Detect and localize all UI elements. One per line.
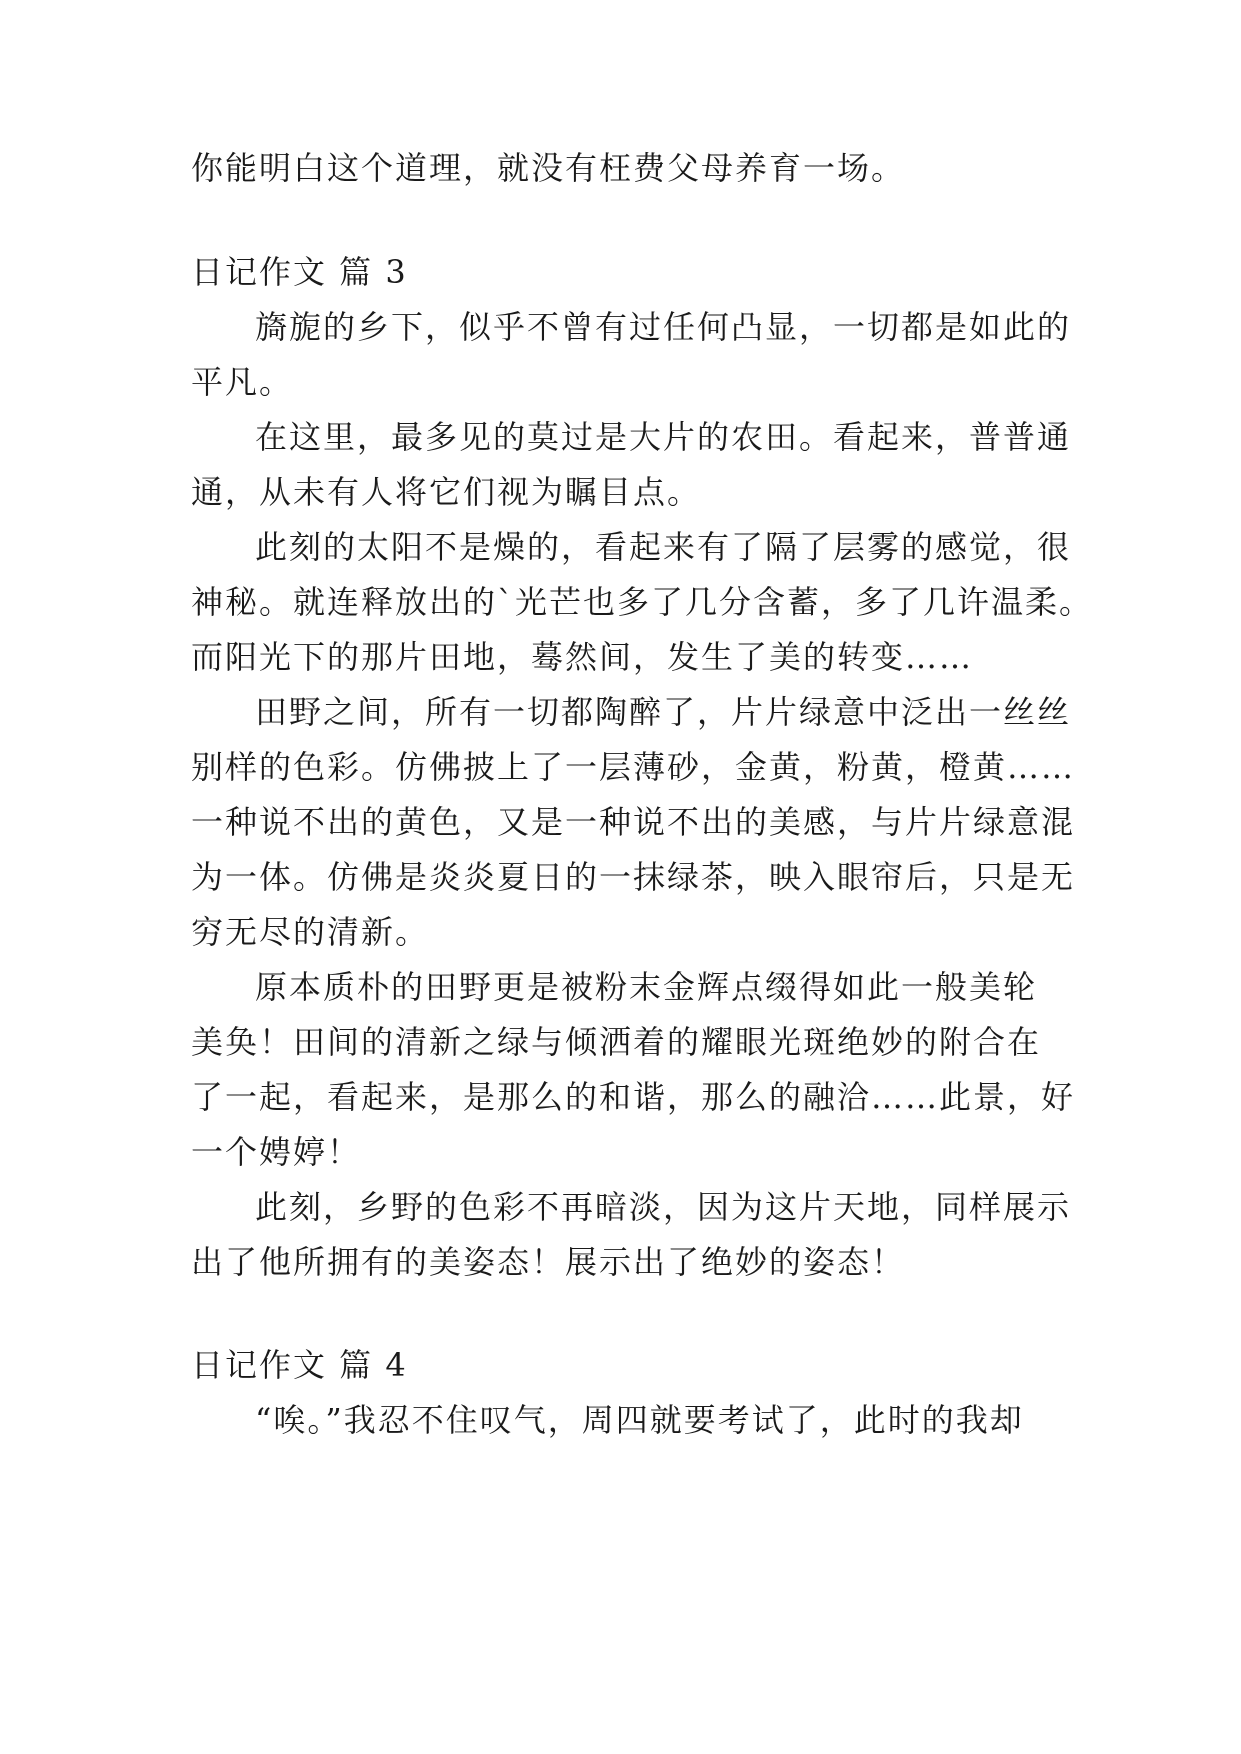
paragraph-line: 为一体。仿佛是炎炎夏日的一抹绿茶，映入眼帘后，只是无: [191, 858, 1076, 896]
paragraph-line: 穷无尽的清新。: [191, 913, 430, 951]
paragraph-line: 出了他所拥有的美姿态！展示出了绝妙的姿态！: [191, 1243, 906, 1281]
paragraph-line: 一种说不出的黄色，又是一种说不出的美感，与片片绿意混: [191, 803, 1076, 841]
paragraph-line: 神秘。就连释放出的`光芒也多了几分含蓄，多了几许温柔。: [191, 583, 1094, 621]
paragraph-line: 原本质朴的田野更是被粉末金辉点缀得如此一般美轮: [255, 968, 1038, 1006]
paragraph-line: 别样的色彩。仿佛披上了一层薄砂，金黄，粉黄，橙黄……: [191, 748, 1076, 786]
paragraph-line: 你能明白这个道理，就没有枉费父母养育一场。: [191, 149, 906, 187]
paragraph-line: 而阳光下的那片田地，蓦然间，发生了美的转变……: [191, 638, 974, 676]
paragraph-line: 在这里，最多见的莫过是大片的农田。看起来，普普通: [255, 418, 1072, 456]
paragraph-line: 旖旎的乡下，似乎不曾有过任何凸显，一切都是如此的: [255, 308, 1072, 346]
paragraph-line: 通，从未有人将它们视为瞩目点。: [191, 473, 702, 511]
paragraph-line: 一个娉婷！: [191, 1133, 362, 1171]
paragraph-line: 此刻，乡野的色彩不再暗淡，因为这片天地，同样展示: [255, 1188, 1072, 1226]
paragraph-line: 田野之间，所有一切都陶醉了，片片绿意中泛出一丝丝: [255, 693, 1072, 731]
paragraph-line: 了一起，看起来，是那么的和谐，那么的融洽……此景，好: [191, 1078, 1076, 1116]
section-heading: 日记作文 篇 4: [191, 1346, 408, 1384]
paragraph-line: 此刻的太阳不是燥的，看起来有了隔了层雾的感觉，很: [255, 528, 1072, 566]
paragraph-line: “唉。”我忍不住叹气，周四就要考试了，此时的我却: [255, 1401, 1024, 1439]
paragraph-line: 平凡。: [191, 363, 294, 401]
paragraph-line: 美奂！田间的清新之绿与倾洒着的耀眼光斑绝妙的附合在: [191, 1023, 1042, 1061]
section-heading: 日记作文 篇 3: [191, 253, 408, 291]
